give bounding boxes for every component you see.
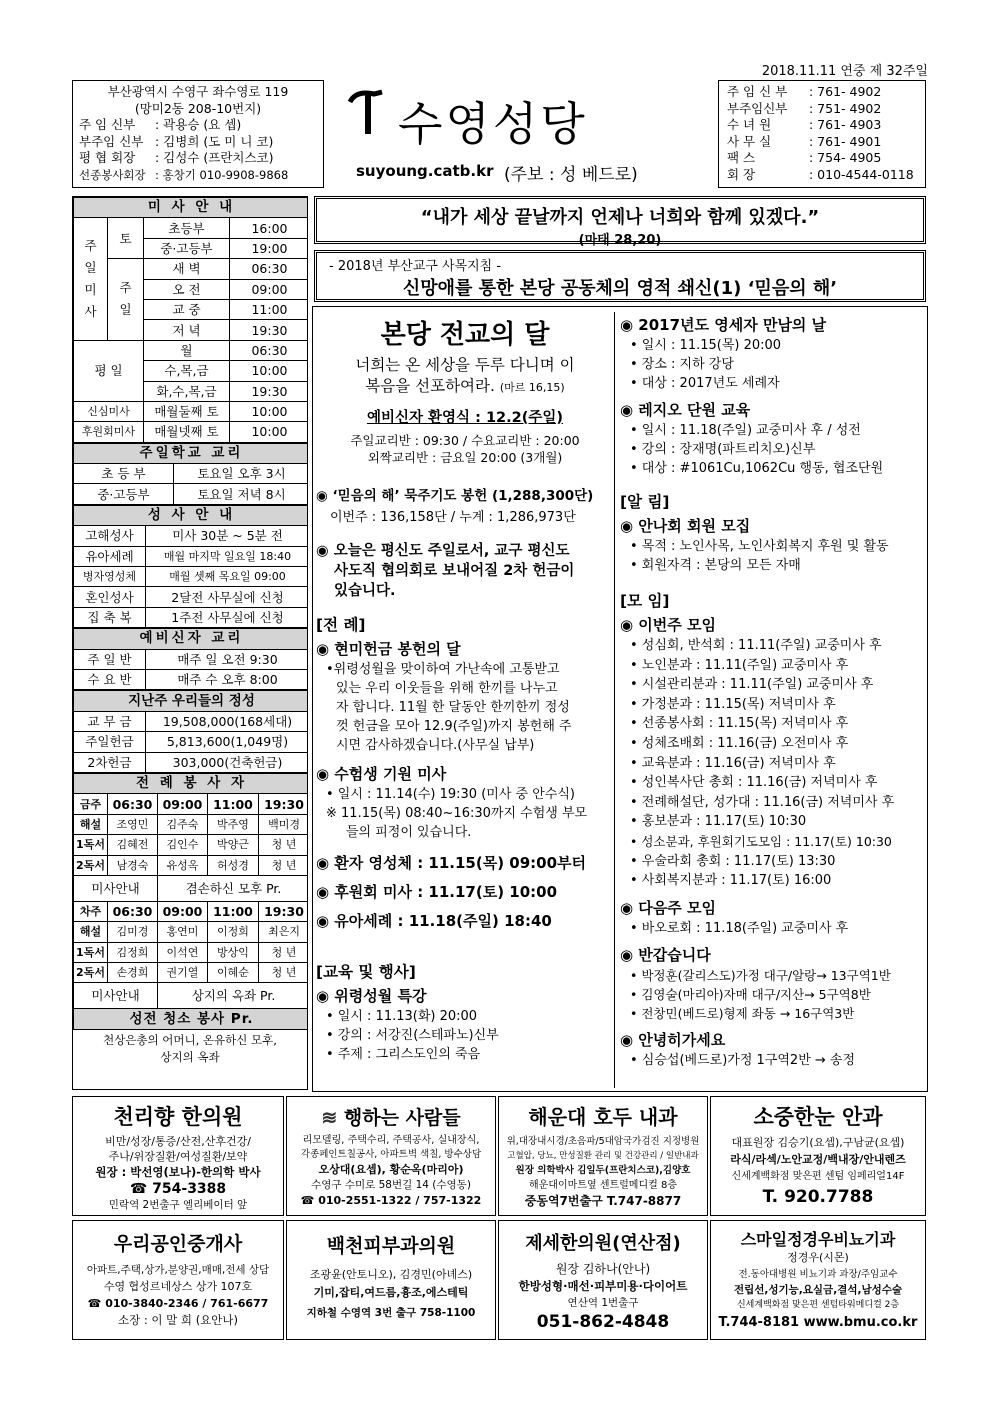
m1-title: ◉ 이번주 모임 (620, 616, 716, 634)
edu-body (316, 1007, 614, 1064)
ad-line: 원장 김하나(안나) (555, 1262, 651, 1276)
class-name: 수 요 반 (74, 669, 146, 689)
theme-main: 신망애를 통한 본당 공동체의 영적 쇄신(1) ‘믿음의 해’ (402, 278, 838, 299)
mass-time: 10:00 (230, 422, 309, 442)
notice-header: [알 림] (620, 493, 670, 511)
server: 권기열 (158, 963, 208, 983)
ad-phone: ☎ 010-2551-1322 / 757-1322 (300, 1194, 482, 1207)
staff-role: 주 임 신부 (79, 117, 136, 132)
r1-line: • 대상 : 2017년도 세례자 (630, 376, 780, 391)
server: 청 년 (259, 855, 309, 875)
class-time: 매주 수 오후 8:00 (146, 669, 309, 689)
m1-line: • 우술라회 총회 : 11.17(토) 13:30 (630, 853, 836, 869)
time-head: 11:00 (208, 794, 259, 814)
ad-line: 주나/위장질환/여성질환/보약 (108, 1150, 248, 1163)
ad-title: 행하는 사람들 (343, 1107, 461, 1129)
ad-line: 원장 의학박사 김일두(프란치스코),김양호 (515, 1165, 691, 1176)
staff-role: 평 협 회장 (79, 150, 136, 165)
lit5: ◉ 유아세례 : 11.18(주일) 18:40 (316, 912, 552, 930)
mission-verse (316, 376, 614, 398)
mass-table (73, 197, 308, 443)
server: 청 년 (259, 963, 309, 983)
time-head: 11:00 (208, 901, 259, 921)
school-table (73, 443, 308, 505)
rosary-sub: 이번주 : 136,158단 / 누계 : 1,286,973단 (330, 510, 576, 525)
m1-line: • 노인분과 : 11.11(주일) 교중미사 후 (630, 657, 849, 673)
sacrament-name: 혼인성사 (74, 587, 146, 607)
sacrament-table (73, 505, 308, 628)
m1-line: • 성체조배회 : 11.16(금) 오전미사 후 (630, 735, 849, 751)
server: 청 년 (259, 942, 309, 962)
ad-title: 해운대 호두 내과 (528, 1105, 678, 1129)
offering-amount: 19,508,000(168세대) (146, 711, 309, 731)
pastoral-theme (314, 250, 926, 302)
guide-label: 미사안내 (74, 875, 158, 901)
guide-value: 겸손하신 모후 Pr. (158, 875, 309, 901)
n1-title: ◉ 안나회 회원 모집 (620, 517, 751, 535)
mass-day: 매월넷째 토 (144, 422, 230, 442)
ad-phone: ☎ 010-3840-2346 / 761-6677 (87, 1297, 269, 1310)
class-time: 매주 일 오전 9:30 (146, 649, 309, 669)
role: 해설 (74, 814, 108, 834)
servers-title: 전 례 봉 사 자 (74, 773, 309, 793)
mass-time: 10:00 (230, 401, 309, 421)
farewell-line: • 심승섭(베드로)가정 1구역2반 → 송정 (630, 1052, 856, 1068)
lit2-title: ◉ 수험생 기원 미사 (316, 765, 447, 783)
server: 박주영 (208, 814, 259, 834)
education-header: [교육 및 행사] (316, 963, 416, 981)
server: 이석연 (158, 942, 208, 962)
contact-number: : 761- 4902 (809, 84, 882, 99)
mass-name: 월 (144, 340, 230, 360)
catechism-table (73, 628, 308, 690)
sacrament-title: 성 사 안 내 (74, 505, 309, 525)
lit2-line: 들의 피정이 있습니다. (346, 825, 472, 840)
church-url[interactable]: suyoung.catb.kr (356, 162, 494, 180)
ad-title: 스마일정경우비뇨기과 (740, 1230, 896, 1249)
week-label: 차주 (74, 901, 108, 921)
ad-line: 비만/성장/통증/산전,산후건강/ (105, 1135, 251, 1148)
contact-label: 부주임신부 (727, 100, 788, 116)
welcome-title: ◉ 반갑습니다 (620, 945, 711, 964)
mass-name: 오 전 (144, 279, 230, 299)
sacrament-name: 유아세례 (74, 546, 146, 566)
server: 김정희 (108, 942, 158, 962)
sacrament-info: 매월 셋째 목요일 09:00 (146, 567, 309, 587)
liturgy-header: [전 례] (316, 616, 366, 634)
school-title: 주일학교 교리 (74, 443, 309, 463)
collection-notice (316, 541, 614, 601)
server: 허성경 (208, 855, 259, 875)
ad-line: 연산역 1번출구 (567, 1297, 639, 1309)
m1-line: • 홍보분과 : 11.17(토) 10:30 (630, 814, 807, 830)
ad-phone: 051-862-4848 (536, 1312, 670, 1332)
collection-line: 있습니다. (334, 583, 396, 599)
m1-line: • 전례해설단, 성가대 : 11.16(금) 저녁미사 후 (630, 794, 895, 810)
mass-name: 저 녁 (144, 320, 230, 340)
sacrament-info: 미사 30분 ~ 5분 전 (146, 526, 309, 546)
contact-number: : 010-4544-0118 (809, 166, 914, 182)
header-info (72, 80, 324, 188)
time-head: 06:30 (108, 794, 158, 814)
server: 박양근 (208, 835, 259, 855)
farewell-title: ◉ 안녕히가세요 (620, 1030, 726, 1049)
collection-line: ◉ 오늘은 평신도 주일로서, 교구 평신도 (316, 543, 570, 559)
mass-name: 새 벽 (144, 259, 230, 279)
staff-name: : 김성수 (프란치스코) (155, 150, 274, 165)
m1-line: • 성소분과, 후원회기도모임 : 11.17(토) 10:30 (630, 833, 892, 849)
server: 김주숙 (158, 814, 208, 834)
swoosh-logo-icon: ≋ (321, 1107, 338, 1129)
lit2-line: ※ 11.15(목) 08:40~16:30까지 수험생 부모 (326, 806, 588, 821)
ad-line: 전.동아대병원 비뇨기과 과장/주임교수 (738, 1269, 898, 1280)
lit1-body (316, 660, 614, 755)
m1-line: • 성인복사단 총회 : 11.16(금) 저녁미사 후 (630, 775, 878, 791)
ad-line: 대표원장 김승기(요셉),구남균(요셉) (731, 1136, 905, 1149)
mass-time: 19:00 (230, 238, 309, 258)
edu-line: • 강의 : 서강진(스테파노)신부 (326, 1028, 499, 1043)
ad-title: 백천피부과의원 (326, 1235, 456, 1257)
date-line: 2018.11.11 연중 제 32주일 (761, 64, 928, 79)
ad-line: 라식/라섹/노안교정/백내장/안내렌즈 (730, 1153, 906, 1166)
server: 남경숙 (108, 855, 158, 875)
ad-title: 소중한눈 안과 (753, 1105, 883, 1129)
lit1-line: 껏 헌금을 모아 12.9(주일)까지 봉헌해 주 (336, 719, 572, 734)
sacrament-name: 병자영성체 (74, 567, 146, 587)
offering-name: 2차헌금 (74, 752, 146, 772)
ad-line: 신세계백화점 맞은편 센텀타워메디컬 2층 (736, 1300, 900, 1310)
staff-name: : 김병희 (도 미 니 코) (155, 133, 274, 149)
lit2-body (316, 785, 614, 842)
server: 김혜전 (108, 835, 158, 855)
mass-name: 신심미사 (74, 401, 144, 421)
ad-title: 우리공인중개사 (113, 1233, 243, 1255)
mass-day: 매월둘째 토 (144, 401, 230, 421)
ad-line: 수영 협성르네상스 상가 107호 (103, 1280, 253, 1293)
lit1-line: •위령성월을 맞이하여 가난속에 고통받고 (326, 662, 560, 677)
guide-label: 미사안내 (74, 983, 158, 1009)
mass-name: 교 중 (144, 299, 230, 319)
server: 김미경 (108, 922, 158, 942)
ad-line: 오상대(요셉), 황순옥(마리아) (318, 1163, 464, 1176)
ad-smile-urology[interactable] (710, 1220, 926, 1340)
scripture-banner (314, 196, 926, 248)
sacrament-info: 2달전 사무실에 신청 (146, 587, 309, 607)
time-head: 09:00 (158, 901, 208, 921)
column-divider (614, 312, 615, 1088)
mission-verse-2: 복음을 선포하여라. (365, 377, 495, 395)
mass-time: 16:00 (230, 218, 309, 238)
offering-amount: 303,000(건축헌금) (146, 752, 309, 772)
theme-sub: - 2018년 부산교구 사목지침 - (329, 259, 502, 274)
ad-line: 조광윤(안토니오), 김경민(아녜스) (309, 1268, 473, 1281)
contacts (718, 80, 926, 188)
contact-number: : 761- 4903 (809, 117, 882, 132)
ad-sojunghan-eye[interactable] (710, 1096, 926, 1216)
contact-number: : 761- 4901 (809, 133, 882, 149)
m2-title: ◉ 다음주 모임 (620, 898, 716, 917)
mass-name: 중·고등부 (144, 238, 230, 258)
school-group: 중·고등부 (74, 484, 174, 504)
mission-ref: (마르 16,15) (499, 381, 565, 394)
m1-line: • 사회복지분과 : 11.17(토) 16:00 (630, 873, 832, 889)
role: 해설 (74, 922, 108, 942)
ad-line: 고혈압, 당뇨, 만성질환 관리 및 건강관리 / 일반내과 (507, 1151, 699, 1161)
edu-title: ◉ 위령성월 특강 (316, 987, 427, 1005)
ad-line: 위,대장내시경/초음파/5대암국가검진 지정병원 (506, 1136, 700, 1147)
ad-line: 각종페인트칠공사, 아파트벽 색칠, 방수상담 (300, 1149, 482, 1160)
ad-line: 기미,잡티,여드름,흉조,에스테틱 (313, 1286, 469, 1299)
contact-label: 회 장 (727, 166, 756, 182)
mass-title: 미 사 안 내 (74, 198, 309, 218)
mass-time: 09:00 (230, 279, 309, 299)
lit1-line: 있는 우리 이웃들을 위해 한끼를 나누고 (336, 681, 558, 696)
staff-name: : 곽용승 (요 셉) (155, 117, 242, 132)
ad-jese[interactable] (498, 1220, 708, 1340)
m1-body (620, 636, 926, 891)
server: 김인수 (158, 835, 208, 855)
server: 홍연미 (158, 922, 208, 942)
class-line-1: 주일교리반 : 09:30 / 수요교리반 : 20:00 (350, 433, 580, 448)
lit4: ◉ 후원회 미사 : 11.17(토) 10:00 (316, 883, 558, 901)
weekday-label: 평 일 (74, 340, 144, 401)
contact-label: 주 임 신 부 (727, 84, 788, 99)
welcome-ceremony: 예비신자 환영식 : 12.2(주일) (366, 410, 564, 426)
mass-name: 후원회미사 (74, 422, 144, 442)
server: 이정희 (208, 922, 259, 942)
welcome-line: • 김영술(마리아)자매 대구/지산→ 5구역8반 (630, 986, 871, 1002)
r1-line: • 일시 : 11.15(목) 20:00 (630, 338, 782, 353)
ad-line: 민락역 2번출구 엘리베이터 앞 (108, 1199, 248, 1211)
mass-time: 06:30 (230, 259, 309, 279)
mass-name: 화,수,목,금 (144, 381, 230, 401)
offering-name: 교 무 금 (74, 711, 146, 731)
masthead (332, 80, 714, 188)
scripture-ref: (마태 28,20) (578, 233, 662, 248)
r2-line: • 강의 : 장재명(파트리치오)신부 (630, 442, 816, 457)
ad-line: 전립선,성기능,요실금,결석,남성수술 (733, 1284, 903, 1296)
right-column (620, 312, 926, 1088)
guide-value: 상지의 옥좌 Pr. (158, 983, 309, 1009)
n1-line: • 목적 : 노인사목, 노인사회복지 후원 및 활동 (630, 539, 889, 554)
address-line-1: 부산광역시 수영구 좌수영로 119 (107, 84, 289, 99)
role: 1독서 (74, 835, 108, 855)
ad-line: 리모델링, 주택수리, 주택공사, 실내장식, (302, 1135, 480, 1146)
lit2-line: • 일시 : 11.14(수) 19:30 (미사 중 안수식) (326, 787, 575, 802)
mass-time: 19:30 (230, 320, 309, 340)
lit1-title: ◉ 현미헌금 봉헌의 달 (316, 640, 461, 658)
ad-line: 정경우(시몬) (787, 1251, 849, 1264)
lit1-line: 자 합니다. 11월 한 달동안 한끼한끼 정성 (336, 700, 570, 715)
server: 손경희 (108, 963, 158, 983)
rosary-title: ◉ ‘믿음의 해’ 묵주기도 봉헌 (1,288,300단) (316, 488, 594, 504)
mass-time: 06:30 (230, 340, 309, 360)
n1-body (620, 537, 926, 575)
servers-table (73, 773, 308, 1030)
ad-line: 한방성형·매선·피부미용·다이어트 (518, 1279, 688, 1293)
edu-line: • 주제 : 그리스도인의 죽음 (326, 1047, 481, 1062)
farewell-body (620, 1051, 926, 1070)
welcome-line: • 전창민(베드로)형제 좌동 → 16구역3반 (630, 1005, 855, 1021)
sacrament-info: 매월 마지막 일요일 18:40 (146, 546, 309, 566)
meeting-header: [모 임] (620, 592, 670, 610)
ad-phone: 지하철 수영역 3번 출구 758-1100 (306, 1307, 476, 1319)
r2-title: ◉ 레지오 단원 교육 (620, 401, 751, 419)
mass-time: 10:00 (230, 361, 309, 381)
class-line-2: 외짝교리반 : 금요일 20:00 (3개월) (367, 450, 563, 465)
r2-line: • 일시 : 11.18(주일) 교중미사 후 / 성전 (630, 423, 861, 438)
m1-line: • 교육분과 : 11.16(금) 저녁미사 후 (630, 755, 836, 771)
staff-name: : 홍창기 010-9908-9868 (155, 167, 289, 182)
saturday-label: 토 (108, 218, 144, 259)
sunday-mass-label: 주 일 미 사 (74, 218, 108, 340)
m1-line: • 선종봉사회 : 11.15(목) 저녁미사 후 (630, 716, 849, 732)
staff-role: 부주임 신부 (79, 133, 144, 149)
address-line-2: (망미2동 208-10번지) (134, 100, 262, 116)
role: 2독서 (74, 855, 108, 875)
ad-phone: ☎ 754-3388 (129, 1181, 227, 1197)
server: 방상익 (208, 942, 259, 962)
ad-line: 소장 : 이 말 희 (요안나) (118, 1313, 238, 1327)
mass-name: 수,목,금 (144, 361, 230, 381)
ad-line: 원장 : 박선영(보나)-한의학 박사 (95, 1165, 261, 1179)
ad-line: 해운대이마트옆 센트럴메디컬 8층 (529, 1180, 677, 1191)
sacrament-info: 1주전 사무실에 신청 (146, 607, 309, 627)
contact-label: 수 녀 원 (727, 117, 772, 132)
scripture-quote: “내가 세상 끝날까지 언제나 너희와 함께 있겠다.” (420, 207, 820, 228)
ad-baekcheon[interactable] (286, 1220, 496, 1340)
offering-amount: 5,813,600(1,049명) (146, 732, 309, 752)
collection-line: 사도직 협의회로 보내어질 2차 헌금이 (334, 563, 575, 579)
ad-phone: T.744-8181 www.bmu.co.kr (718, 1315, 918, 1330)
m2-line: • 바오로회 : 11.18(주일) 교중미사 후 (630, 920, 849, 936)
server: 백미경 (259, 814, 309, 834)
staff-role: 선종봉사회장 (79, 167, 146, 182)
sacrament-name: 집 축 복 (74, 607, 146, 627)
ad-title: 제세한의원(연산점) (525, 1233, 681, 1254)
school-group: 초 등 부 (74, 464, 174, 484)
contact-number: : 751- 4902 (809, 100, 882, 116)
r1-body (620, 336, 926, 393)
patron: (주보 : 성 베드로) (504, 165, 638, 185)
offering-name: 주일헌금 (74, 732, 146, 752)
ad-hodu[interactable] (498, 1096, 708, 1216)
edu-line: • 일시 : 11.13(화) 20:00 (326, 1009, 478, 1024)
ad-line: 신세계백화점 맞은편 센텀 임페리얼14F (731, 1171, 905, 1182)
server: 청 년 (259, 835, 309, 855)
school-time: 토요일 오후 3시 (174, 464, 309, 484)
sunday-label: 주 일 (108, 259, 144, 341)
r2-body (620, 421, 926, 478)
mass-time: 11:00 (230, 299, 309, 319)
cleaning-line: 상지의 옥좌 (160, 1049, 220, 1064)
server: 이혜순 (208, 963, 259, 983)
welcome-body (620, 966, 926, 1023)
ad-phone: 중동역7번출구 T.747-8877 (524, 1194, 682, 1208)
cleaning-title: 성전 청소 봉사 Pr. (74, 1009, 309, 1029)
contact-label: 팩 스 (727, 150, 756, 165)
role: 2독서 (74, 963, 108, 983)
r2-line: • 대상 : #1061Cu,1062Cu 행동, 협조단원 (630, 461, 884, 476)
time-head: 06:30 (108, 901, 158, 921)
lit1-line: 시면 감사하겠습니다.(사무실 납부) (336, 738, 535, 753)
m1-line: • 시설관리분과 : 11.11(주일) 교중미사 후 (630, 677, 874, 693)
offering-table (73, 690, 308, 773)
welcome-line: • 박정훈(갈리스도)가정 대구/알랑→ 13구역1반 (630, 967, 891, 983)
ad-title: 천리향 한의원 (113, 1104, 243, 1129)
n1-line: • 회원자격 : 본당의 모든 자매 (630, 558, 801, 573)
r1-line: • 장소 : 지하 강당 (630, 357, 734, 372)
cross-logo-icon (346, 88, 386, 138)
time-head: 19:30 (259, 901, 309, 921)
mass-time: 19:30 (230, 381, 309, 401)
m2-body (620, 919, 926, 938)
week-label: 금주 (74, 794, 108, 814)
ad-realestate[interactable] (72, 1220, 284, 1340)
ad-haenghaneun[interactable] (286, 1096, 496, 1216)
r1-title: ◉ 2017년도 영세자 만남의 날 (620, 316, 827, 334)
server: 조영민 (108, 814, 158, 834)
mission-title: 본당 전교의 달 (380, 320, 550, 350)
left-column (72, 196, 308, 1090)
server: 유성옥 (158, 855, 208, 875)
contact-number: : 754- 4905 (809, 150, 882, 165)
catechism-title: 예비신자 교리 (74, 629, 309, 649)
ad-line: 아파트,주택,상가,분양권,매매,전세 상담 (86, 1264, 270, 1276)
time-head: 09:00 (158, 794, 208, 814)
ad-phone: T. 920.7788 (762, 1187, 874, 1207)
cleaning-groups (73, 1030, 307, 1066)
mission-verse-1: 너희는 온 세상을 두루 다니며 이 (355, 356, 575, 374)
cleaning-line: 천상은총의 어머니, 온유하신 모후, (103, 1032, 277, 1047)
sacrament-name: 고해성사 (74, 526, 146, 546)
lit3: ◉ 환자 영성체 : 11.15(목) 09:00부터 (316, 854, 587, 872)
school-time: 토요일 저녁 8시 (174, 484, 309, 504)
ad-cheollihyang[interactable] (72, 1096, 284, 1216)
m1-line: • 가정분과 : 11.15(목) 저녁미사 후 (630, 696, 836, 712)
server: 최은지 (259, 922, 309, 942)
mass-name: 초등부 (144, 218, 230, 238)
contact-label: 사 무 실 (727, 133, 772, 149)
offering-title: 지난주 우리들의 정성 (74, 691, 309, 711)
role: 1독서 (74, 942, 108, 962)
m1-line: • 성심회, 반석회 : 11.11(주일) 교중미사 후 (630, 638, 882, 653)
ad-line: 수영구 수미로 58번길 14 (수영동) (311, 1179, 471, 1191)
church-title: 수영성당 (398, 97, 588, 151)
middle-column (316, 312, 614, 1088)
time-head: 19:30 (259, 794, 309, 814)
class-name: 주 일 반 (74, 649, 146, 669)
